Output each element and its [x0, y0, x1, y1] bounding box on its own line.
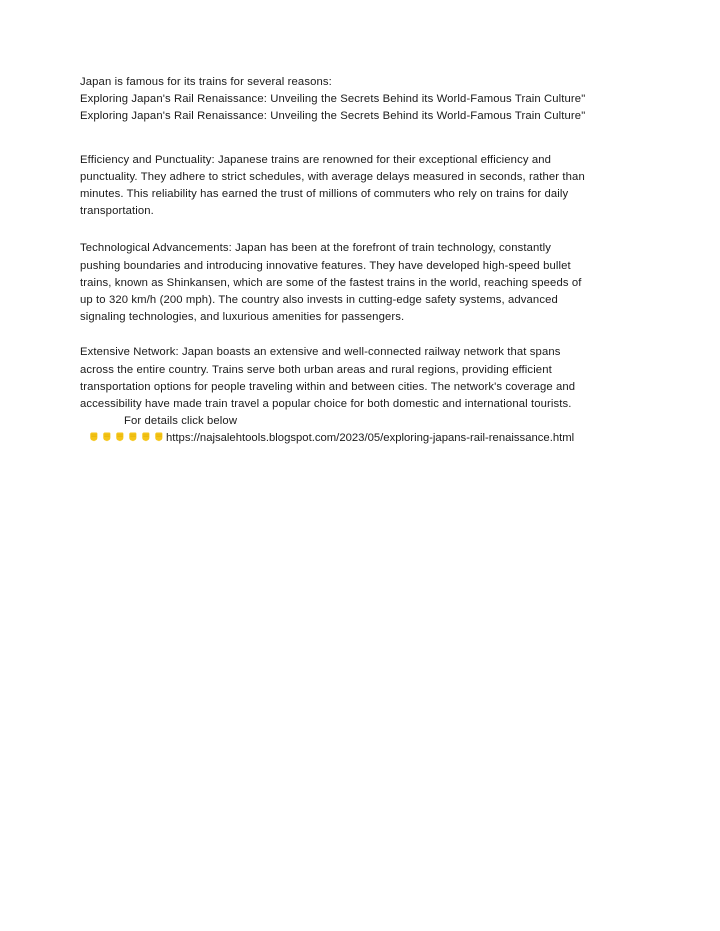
paragraph-technology: Technological Advancements: Japan has been at the forefront of train technology, constantly pushing boundaries and introducing innovative features. They have developed high-speed bullet trains, known as Shinkansen, which are some of the fastest trains in the world, reaching speeds of up to 320 km/h (200 mph). The country also invests in cutting-edge safety systems, advanced signaling technologies, and luxurious amenities for passengers.	[80, 242, 582, 324]
pointing-down-hand-icon	[101, 431, 113, 443]
intro-line-1: Japan is famous for its trains for several reasons:	[80, 76, 332, 88]
pointing-down-hand-icon	[114, 431, 126, 443]
pointing-down-hand-icon	[153, 431, 165, 443]
pointing-down-hand-icon-group	[88, 432, 166, 444]
intro-line-3: Exploring Japan's Rail Renaissance: Unveiling the Secrets Behind its World-Famous Train Culture"	[80, 110, 586, 123]
blog-url-link[interactable]: https://najsalehtools.blogspot.com/2023/05/exploring-japans-rail-renaissance.html	[166, 432, 575, 445]
link-line	[80, 430, 590, 447]
call-to-action-text: For details click below	[124, 415, 238, 428]
pointing-down-hand-icon	[140, 431, 152, 443]
paragraph-efficiency: Efficiency and Punctuality: Japanese trains are renowned for their exceptional efficiency and punctuality. They adhere to strict schedules, with average delays measured in seconds, rather than minutes. This reliability has earned the trust of millions of commuters who rely on trains for daily transportation.	[80, 153, 585, 218]
intro-line-2: Exploring Japan's Rail Renaissance: Unveiling the Secrets Behind its World-Famous Train Culture"	[80, 93, 586, 106]
paragraph-network-text: Extensive Network: Japan boasts an extensive and well-connected railway network that spans across the entire country. Trains serve both urban areas and rural regions, providing efficient transportation options for people traveling within and between cities. The network's coverage and accessibility have made train travel a popular choice for both domestic and international tourists.	[80, 346, 576, 411]
pointing-down-hand-icon	[88, 431, 100, 443]
pointing-down-hand-icon	[127, 431, 139, 443]
paragraph-network	[80, 344, 590, 430]
document-text-body	[80, 74, 590, 448]
